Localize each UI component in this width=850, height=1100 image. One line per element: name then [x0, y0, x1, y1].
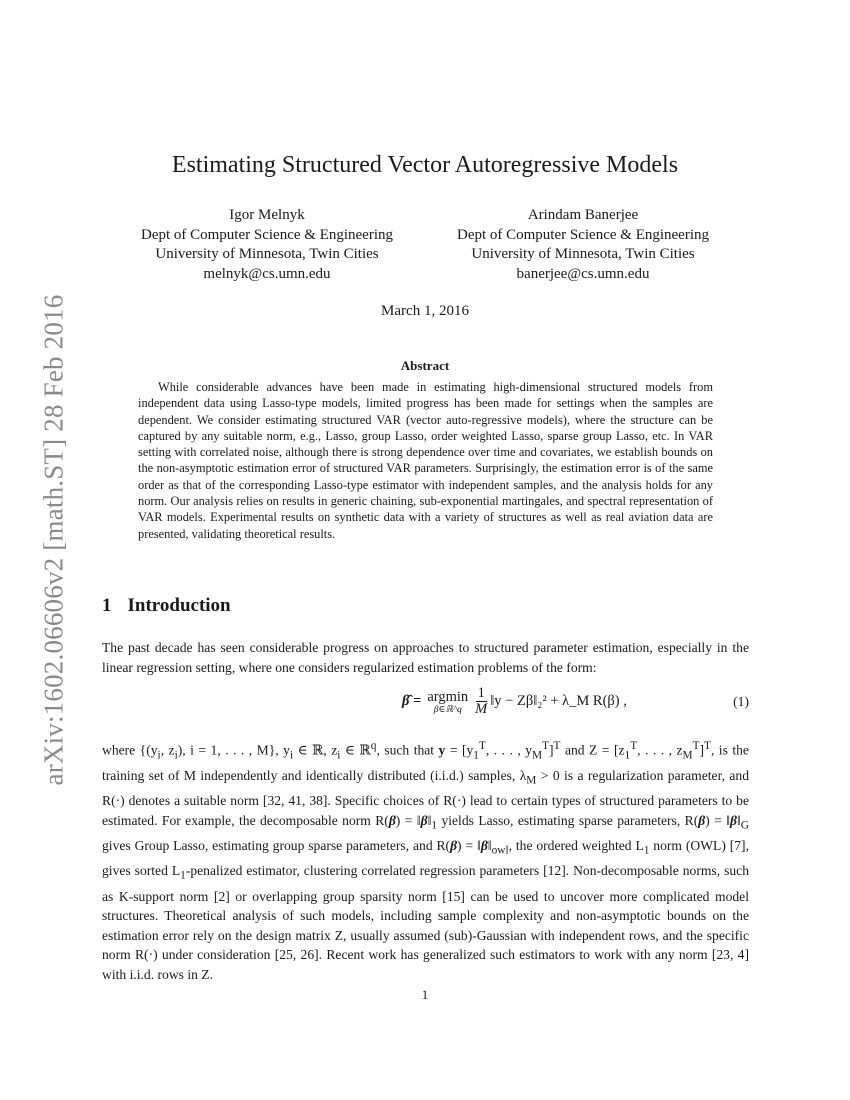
equation-lhs: β̂ =	[402, 693, 422, 709]
author-department: Dept of Computer Science & Engineering	[456, 226, 709, 243]
abstract-heading: Abstract	[400, 358, 450, 373]
equation-body	[402, 686, 627, 717]
text-run: gives Group Lasso, estimating group sparse parameters, and R(	[102, 838, 451, 854]
text-run: ‖	[736, 812, 741, 828]
page-number: 1	[421, 987, 429, 1002]
argmin-subscript: β∈ℝ^q	[433, 704, 462, 715]
section-heading	[102, 595, 231, 617]
author-institution: University of Minnesota, Twin Cities	[471, 246, 695, 262]
math-subscript: M	[682, 749, 693, 762]
paper-date: March 1, 2016	[381, 303, 469, 319]
text-run: ]	[699, 742, 705, 758]
math-subscript: M	[526, 774, 537, 787]
bold-symbol: β	[388, 812, 396, 828]
author-block-1	[112, 206, 422, 284]
math-superscript: T	[553, 740, 561, 752]
math-superscript: T	[542, 740, 550, 752]
bold-symbol: β	[450, 838, 458, 854]
author-institution: University of Minnesota, Twin Cities	[155, 246, 379, 262]
math-superscript: T	[692, 740, 700, 752]
text-run: ) = ‖	[705, 812, 730, 828]
text-run: ) = ‖	[395, 812, 421, 828]
text-run: yields Lasso, estimating sparse parameters, R(	[437, 812, 699, 828]
text-run: where {(y	[102, 742, 158, 758]
bold-symbol: β	[420, 812, 428, 828]
math-subscript: 1	[624, 749, 631, 762]
fraction-numerator: 1	[477, 685, 485, 701]
math-subscript: 1	[431, 819, 438, 832]
bold-symbol: β	[698, 812, 706, 828]
text-run: , . . . , z	[637, 742, 683, 758]
math-subscript: i	[289, 749, 294, 762]
bold-symbol: β	[480, 838, 488, 854]
text-run: ), i = 1, . . . , M}, y	[177, 742, 290, 758]
text-run: = [y	[445, 742, 474, 758]
argmin-label: argmin	[427, 688, 469, 705]
text-run: ‖	[427, 812, 432, 828]
section-number: 1	[102, 595, 112, 616]
math-superscript: T	[630, 740, 638, 752]
bold-symbol: y	[438, 742, 446, 758]
equation-number: (1)	[733, 694, 749, 709]
text-run: norm (OWL) [7], gives sorted L	[102, 838, 749, 879]
math-subscript: i	[174, 749, 178, 762]
math-superscript: q	[370, 740, 377, 752]
equation-rhs: ‖y − Zβ‖₂² + λ_M R(β) ,	[490, 693, 627, 709]
author-email: banerjee@cs.umn.edu	[516, 265, 650, 282]
abstract-text: While considerable advances have been made in estimating high-dimensional structured models from independent data using Lasso-type models, limited progress has been made for settings when the samples are dependent. We consider estimating structured VAR (vector auto-regressive models), where the structure can be captured by any suitable norm, e.g., Lasso, group Lasso, order weighted Lasso, sparse group Lasso, etc. In VAR setting with correlated noise, although there is strong dependence over time and covariates, we establish bounds on the non-asymptotic estimation error of structured VAR parameters. Surprisingly, the estimation error is of the same order as that of the corresponding Lasso-type estimator with independent samples, and the analysis holds for any norm. Our analysis relies on results in generic chaining, sub-exponential martingales, and spectral representation of VAR models. Experimental results on synthetic data with a variety of structures as well as real aviation data are presented, validating theoretical results.	[138, 380, 713, 541]
text-run: and Z = [z	[560, 742, 625, 758]
section-title: Introduction	[127, 595, 231, 616]
author-block-2	[428, 206, 738, 284]
text-run: ‖	[487, 838, 492, 854]
bold-symbol: β	[730, 812, 737, 828]
math-subscript: G	[740, 819, 749, 832]
math-subscript: M	[532, 749, 543, 762]
text-run: , . . . , y	[485, 742, 533, 758]
text-run: , z	[160, 742, 175, 758]
text-run: , such that	[376, 742, 439, 758]
math-subscript: 1	[180, 870, 186, 883]
math-subscript: 1	[473, 749, 479, 762]
text-run: -penalized estimator, clustering correlated regression parameters [12]. Non-decomposable norms, such as K-support norm [2] or overlapping group sparsity norm [15] can be used to uncover more complicated model structures. Theoretical analysis of such models, including sample complexity and non-asymptotic bounds on the estimation error rely on the design matrix Z, usually assumed (sub)-Gaussian with independent rows, and the specific norm R(·) under consideration [25, 26]. Recent work has generalized such estimators to work with any norm [23, 4] with i.i.d. rows in Z.	[102, 863, 749, 983]
arxiv-identifier-stamp: arXiv:1602.06606v2 [math.ST] 28 Feb 2016	[38, 294, 69, 786]
math-superscript: T	[704, 740, 711, 752]
text-run: , the ordered weighted L	[508, 838, 644, 854]
text-run: ]	[549, 742, 554, 758]
text-run: ∈ ℝ	[340, 742, 371, 758]
fraction-denominator: M	[475, 701, 488, 717]
author-name: Igor Melnyk	[229, 207, 305, 223]
math-subscript: 1	[643, 844, 650, 857]
math-subscript: i	[337, 749, 341, 762]
intro-paragraph: The past decade has seen considerable progress on approaches to structured parameter estimation, especially in the linear regression setting, where one considers regularized estimation problems of the form:	[102, 640, 749, 675]
math-superscript: T	[478, 740, 486, 752]
text-run: ) = ‖	[457, 838, 481, 854]
author-name: Arindam Banerjee	[527, 207, 639, 223]
math-subscript: owl	[491, 844, 509, 857]
author-email: melnyk@cs.umn.edu	[203, 265, 331, 282]
text-run: ∈ ℝ, z	[293, 742, 338, 758]
argmin-operator	[427, 689, 468, 715]
body-paragraph-2	[102, 737, 749, 985]
text-run: , is the training set of M independently and identically distributed (i.i.d.) samples, λ	[102, 742, 749, 783]
equation-1	[102, 682, 749, 726]
text-run: > 0 is a regularization parameter, and R(·) denotes a suitable norm [32, 41, 38]. Specific choices of R(·) lead to certain types of structured parameters to be estimated. For example, the decomposable norm R(	[102, 767, 749, 828]
equation-fraction	[475, 686, 487, 717]
math-subscript: i	[157, 749, 161, 762]
author-department: Dept of Computer Science & Engineering	[140, 226, 393, 243]
paper-title: Estimating Structured Vector Autoregressive Models	[171, 152, 679, 178]
